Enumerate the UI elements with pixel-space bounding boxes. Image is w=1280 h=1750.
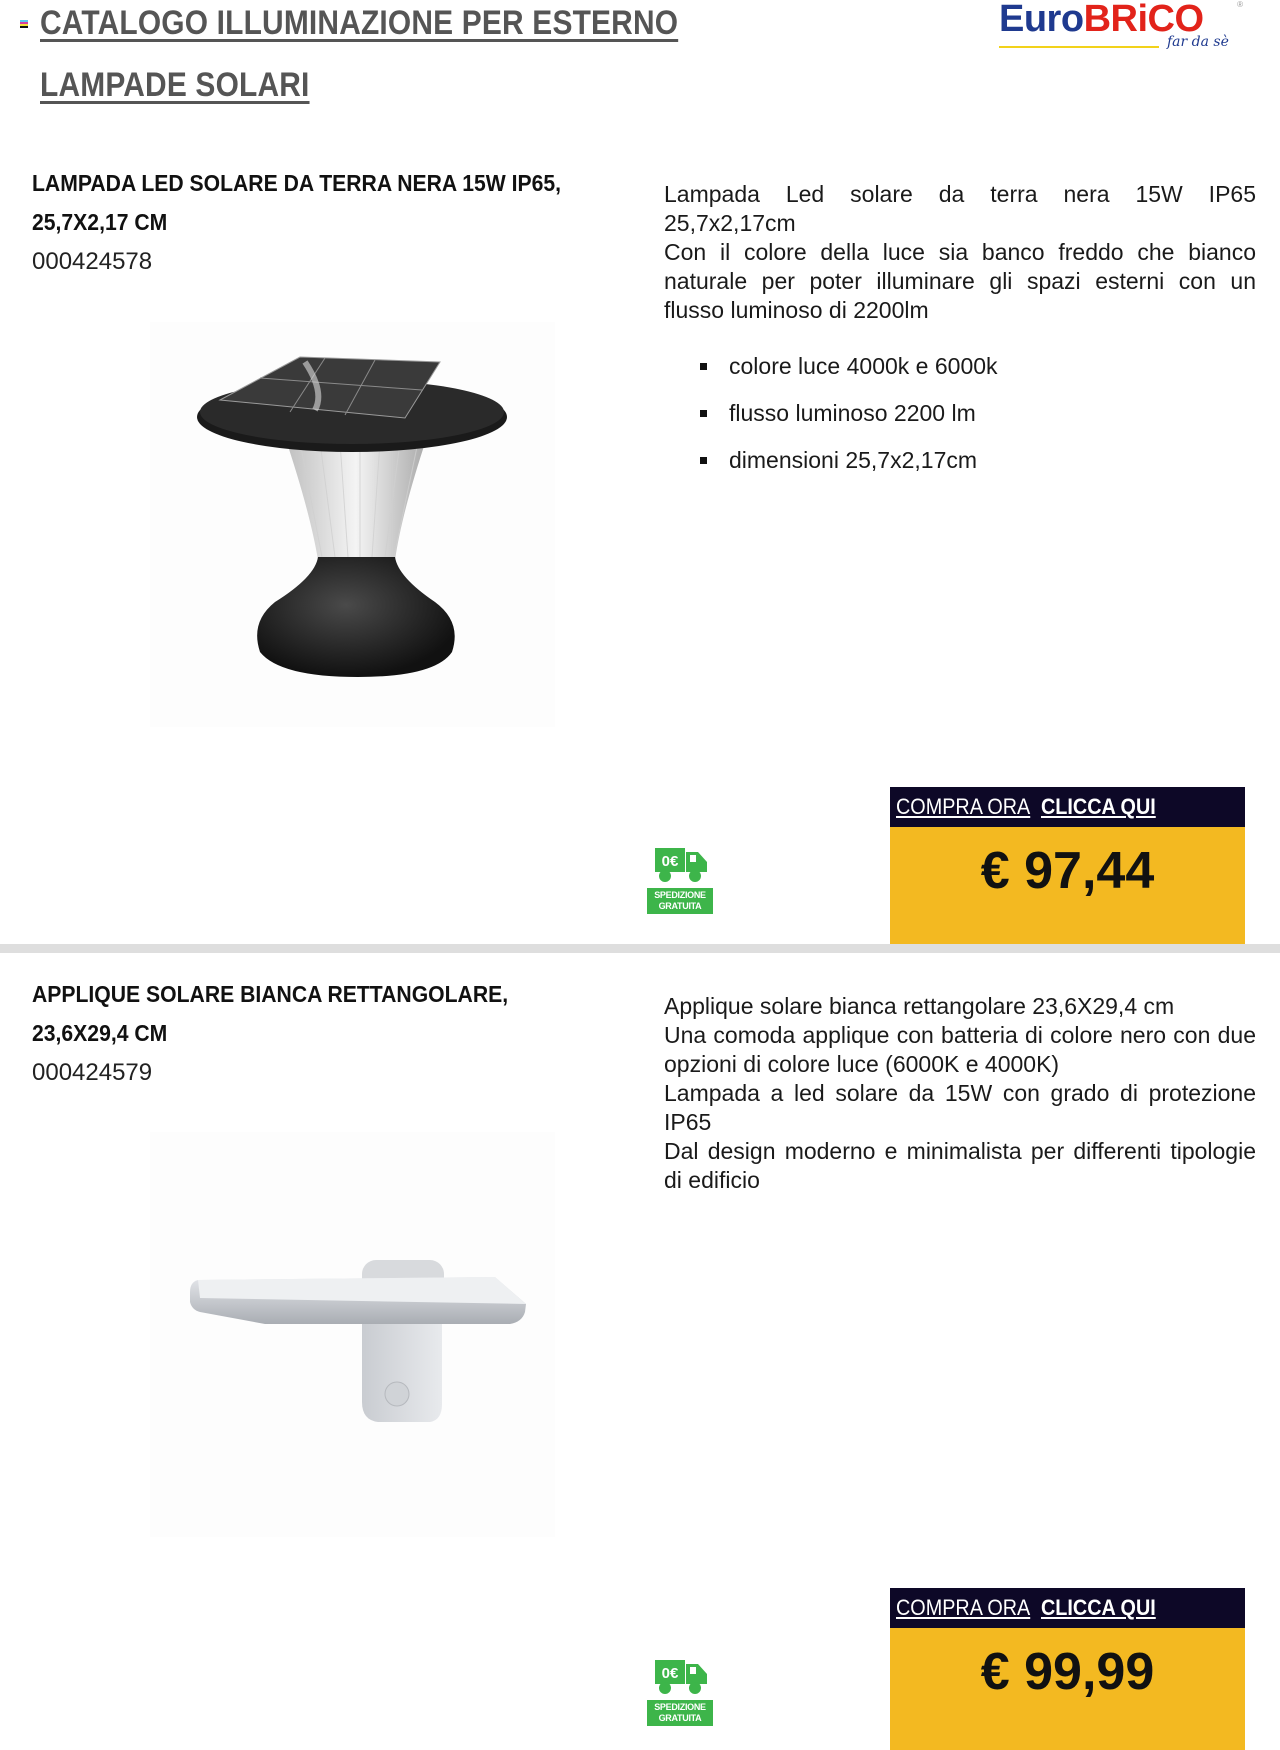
- registered-mark: ®: [1237, 0, 1243, 9]
- description-line: Con il colore della luce sia banco freddo che bianco naturale per poter illuminare gli spazi esterni con un flusso luminoso di 2200lm: [664, 239, 1256, 323]
- description-line: Dal design moderno e minimalista per differenti tipologie di edificio: [664, 1138, 1256, 1193]
- logo-underline: [999, 46, 1159, 48]
- price-panel: [890, 1628, 1245, 1750]
- price-box: [890, 787, 1245, 947]
- click-here-link[interactable]: CLICCA QUI: [1041, 1595, 1156, 1620]
- feature-item: colore luce 4000k e 6000k: [700, 343, 998, 390]
- free-shipping-label: SPEDIZIONE GRATUITA: [647, 1700, 713, 1726]
- delivery-truck-icon: [655, 848, 707, 886]
- free-shipping-label: SPEDIZIONE GRATUITA: [647, 888, 713, 914]
- description-line: Lampada Led solare da terra nera 15W IP65 25,7x2,17cm: [664, 181, 1256, 236]
- logo-euro: Euro: [999, 0, 1084, 40]
- price-value: € 97,44: [980, 842, 1155, 900]
- price-box: [890, 1588, 1245, 1750]
- price-value: € 99,99: [980, 1643, 1155, 1701]
- buy-now-link[interactable]: [890, 1588, 1245, 1628]
- bullet-icon: [700, 410, 707, 417]
- buy-now-link[interactable]: [890, 787, 1245, 827]
- product-description: [664, 992, 1256, 1195]
- feature-item: dimensioni 25,7x2,17cm: [700, 437, 998, 484]
- catalog-title: CATALOGO ILLUMINAZIONE PER ESTERNO: [40, 4, 679, 42]
- product-name: LAMPADA LED SOLARE DA TERRA NERA 15W IP65, 25,7X2,17 CM: [32, 170, 562, 235]
- svg-text:0€: 0€: [661, 853, 679, 870]
- solar-wall-light-image: [150, 1132, 555, 1537]
- free-shipping-badge: [647, 848, 713, 918]
- product-name: APPLIQUE SOLARE BIANCA RETTANGOLARE, 23,6X29,4 CM: [32, 981, 509, 1046]
- description-line: Lampada a led solare da 15W con grado di protezione IP65: [664, 1080, 1256, 1135]
- price-panel: [890, 827, 1245, 947]
- description-line: Applique solare bianca rettangolare 23,6X29,4 cm: [664, 993, 1175, 1019]
- description-line: Una comoda applique con batteria di colore nero con due opzioni di colore luce (6000K e 4000K): [664, 1022, 1256, 1077]
- section-divider: [0, 944, 1280, 953]
- section-title: LAMPADE SOLARI: [40, 66, 310, 104]
- click-here-link[interactable]: CLICCA QUI: [1041, 794, 1156, 819]
- free-shipping-badge: [647, 1660, 713, 1730]
- buy-now-label[interactable]: COMPRA ORA: [896, 1595, 1031, 1620]
- delivery-truck-icon: [655, 1660, 707, 1698]
- logo-tagline: far da sè: [1167, 34, 1229, 50]
- logo-brico: BRiCO: [1083, 0, 1204, 40]
- eurobrico-logo: [995, 0, 1245, 58]
- product-description: [664, 180, 1256, 325]
- bullet-icon: [700, 457, 707, 464]
- print-registration-mark: [20, 20, 28, 28]
- feature-item: flusso luminoso 2200 lm: [700, 390, 998, 437]
- svg-text:0€: 0€: [661, 1665, 679, 1682]
- product-code: 000424579: [32, 1059, 153, 1086]
- product-code: 000424578: [32, 248, 153, 275]
- product-features: [700, 343, 998, 484]
- bullet-icon: [700, 363, 707, 370]
- solar-ground-lamp-image: [150, 322, 555, 727]
- buy-now-label[interactable]: COMPRA ORA: [896, 794, 1031, 819]
